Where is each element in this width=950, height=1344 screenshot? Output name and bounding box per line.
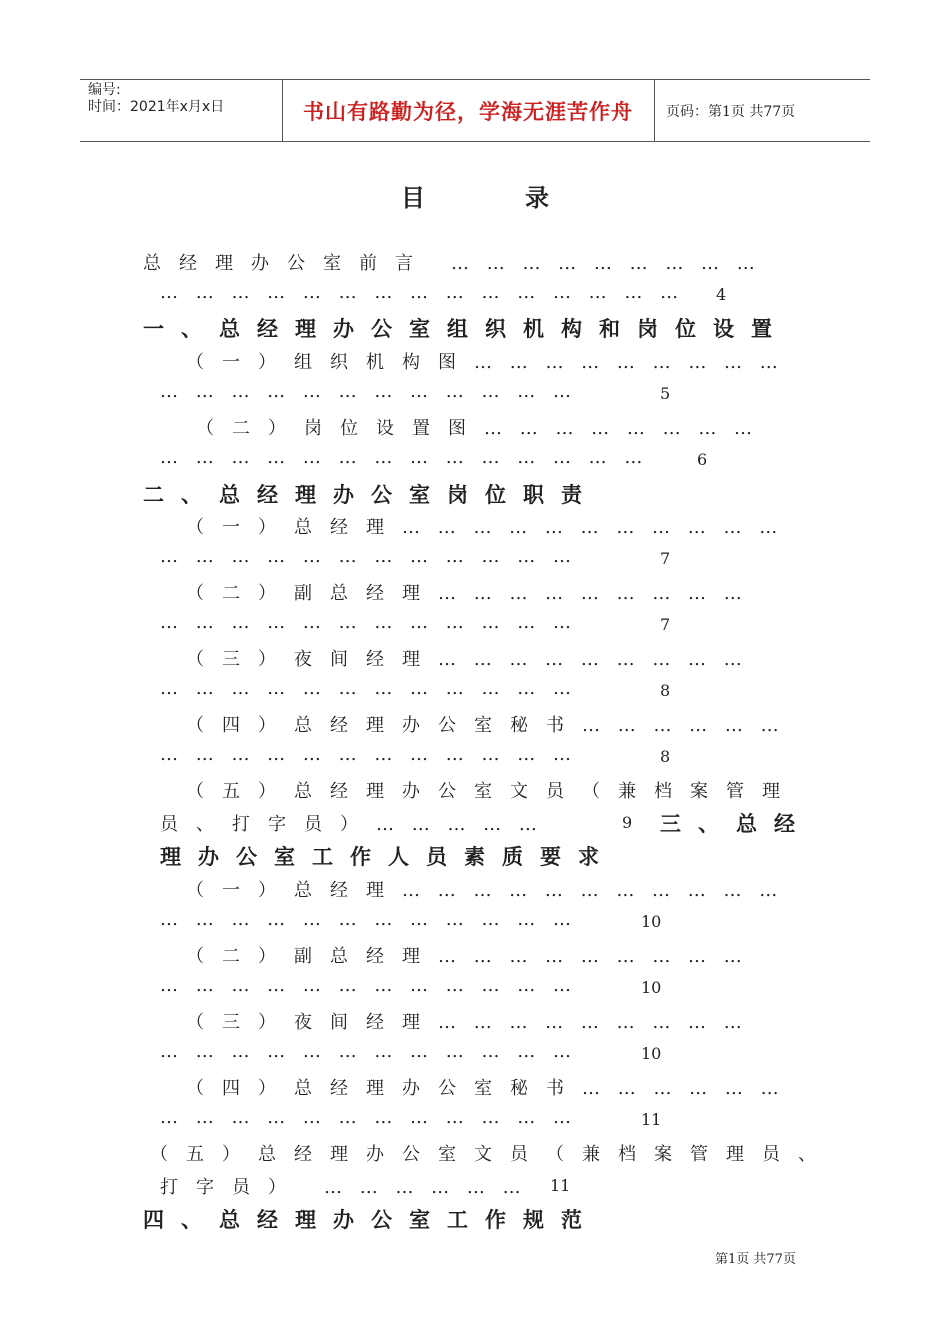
toc-page-number: 4	[716, 285, 727, 304]
toc-leader: … … … … … … … … …	[438, 649, 748, 670]
toc-page-number: 8	[660, 747, 671, 766]
toc-leader: … … … … … … … … … … … …	[160, 678, 577, 699]
toc-leader: … … … … … … … … …	[451, 253, 761, 274]
number-label: 编号:	[88, 82, 121, 98]
toc-page-number: 11	[550, 1176, 571, 1195]
toc-entry-3-1	[186, 876, 783, 902]
toc-leader: … … … … … …	[324, 1177, 527, 1198]
toc-text: （四）总经理办公室秘书	[186, 715, 582, 736]
toc-page-number: 8	[660, 681, 671, 700]
toc-leader: … … … … … … … … …	[438, 583, 748, 604]
toc-leader: … … … … … … … … … … … …	[160, 909, 577, 930]
toc-leader: … … … … … …	[582, 1078, 785, 1099]
toc-leader: … … … … … … … … …	[438, 946, 748, 967]
toc-leader: … … … … … … … … … … … …	[160, 744, 577, 765]
toc-text: （三）夜间经理	[186, 1012, 438, 1033]
toc-entry-3-5: （五）总经理办公室文员（兼档案管理员、	[150, 1144, 834, 1165]
toc-entry-2-3	[186, 645, 748, 671]
header-divider	[654, 80, 655, 141]
toc-leader: … … … … … … … … … … … …	[160, 1107, 577, 1128]
toc-section-4: 四、总经理办公室工作规范	[143, 1207, 599, 1232]
toc-text: （一）总经理	[186, 517, 402, 538]
toc-entry-2-1	[186, 513, 783, 539]
toc-leader: … … … … … … … … … … … … … … …	[160, 282, 685, 303]
toc-page-number: 7	[660, 549, 671, 568]
toc-page-number: 10	[641, 978, 662, 997]
time-label: 时间：2021年x月x日	[88, 99, 225, 115]
toc-entry-1-1	[186, 348, 784, 374]
toc-leader: … … … … … … … … … … … …	[160, 381, 577, 402]
toc-leader: … … … … … … … … … … … …	[160, 546, 577, 567]
page-footer: 第1页 共77页	[715, 1252, 796, 1267]
toc-entry-3-4	[186, 1074, 785, 1100]
toc-page-number: 10	[641, 1044, 662, 1063]
toc-page-number: 11	[641, 1110, 662, 1129]
toc-text: （二）岗位设置图	[196, 418, 484, 439]
toc-leader: … … … … …	[376, 814, 543, 835]
toc-entry-3-2	[186, 942, 748, 968]
toc-entry-2-2	[186, 579, 748, 605]
toc-text: 员、打字员）	[160, 814, 376, 835]
toc-leader: … … … … … … … … … … … …	[160, 1041, 577, 1062]
toc-entry-2-5-cont	[160, 810, 543, 836]
toc-leader: … … … … … … … … …	[474, 352, 784, 373]
toc-section-2: 二、总经理办公室岗位职责	[143, 482, 599, 507]
toc-text: （三）夜间经理	[186, 649, 438, 670]
toc-entry-3-3	[186, 1008, 748, 1034]
toc-leader: … … … … … … … … … … … … … …	[160, 447, 649, 468]
toc-entry-2-5: （五）总经理办公室文员（兼档案管理	[186, 781, 798, 802]
toc-text: （二）副总经理	[186, 946, 438, 967]
toc-leader: … … … … … … … … … … … …	[160, 612, 577, 633]
header-page-info: 页码：第1页 共77页	[666, 103, 796, 120]
toc-page-number: 10	[641, 912, 662, 931]
toc-text: （一）总经理	[186, 880, 402, 901]
toc-page-number: 9	[622, 813, 633, 832]
toc-section-3-cont: 理办公室工作人员素质要求	[160, 844, 616, 869]
toc-text: （四）总经理办公室秘书	[186, 1078, 582, 1099]
toc-leader: … … … … … …	[582, 715, 785, 736]
toc-leader: … … … … … … … … … … … …	[160, 975, 577, 996]
page-title: 目录	[401, 183, 649, 212]
toc-entry-3-5-cont	[160, 1173, 527, 1199]
toc-entry-preface	[143, 249, 761, 275]
toc-entry-2-4	[186, 711, 785, 737]
toc-leader: … … … … … … … … … … …	[402, 880, 784, 901]
header-motto: 书山有路勤为径，学海无涯苦作舟	[303, 98, 633, 124]
toc-page-number: 6	[697, 450, 708, 469]
toc-section-1: 一、总经理办公室组织机构和岗位设置	[143, 316, 789, 341]
toc-section-3: 三、总经	[660, 811, 812, 836]
toc-text: 打字员）	[160, 1177, 304, 1198]
toc-leader: … … … … … … … … … … …	[402, 517, 784, 538]
toc-text: （一）组织机构图	[186, 352, 474, 373]
toc-page-number: 5	[660, 384, 671, 403]
page-header	[80, 79, 870, 142]
toc-text: 总经理办公室前言	[143, 253, 431, 274]
toc-leader: … … … … … … … … …	[438, 1012, 748, 1033]
toc-page-number: 7	[660, 615, 671, 634]
toc-leader: … … … … … … … …	[484, 418, 759, 439]
toc-entry-1-2	[196, 414, 758, 440]
header-meta	[88, 82, 224, 116]
toc-text: （二）副总经理	[186, 583, 438, 604]
